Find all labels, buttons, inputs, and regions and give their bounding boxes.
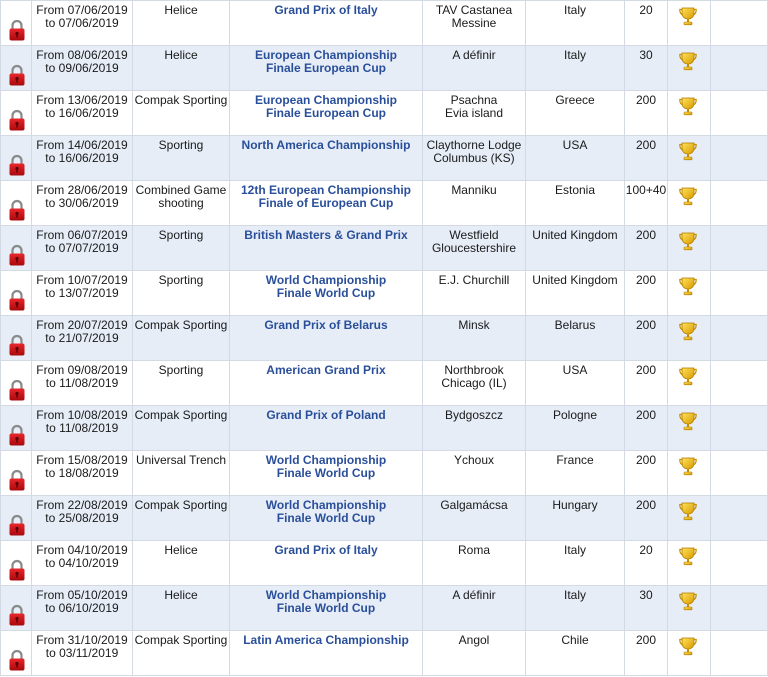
event-name-cell <box>230 586 423 631</box>
event-discipline: Universal Trench <box>135 453 227 467</box>
event-name-link[interactable]: 12th European Championship Finale of European Cup <box>240 183 411 210</box>
event-place: Manniku <box>451 183 497 197</box>
event-category: 200 <box>635 273 657 287</box>
place-cell <box>423 496 526 541</box>
event-name-cell <box>230 361 423 406</box>
table-row <box>1 586 768 631</box>
country-cell <box>526 136 625 181</box>
event-name-link[interactable]: World Championship Finale World Cup <box>265 498 387 525</box>
event-place: Angol <box>458 633 490 647</box>
event-name-cell <box>230 136 423 181</box>
event-category: 200 <box>635 453 657 467</box>
category-cell <box>625 91 668 136</box>
table-row <box>1 226 768 271</box>
event-place: Westfield Gloucestershire <box>431 228 517 255</box>
event-discipline: Helice <box>164 588 198 602</box>
event-discipline: Combined Game shooting <box>135 183 227 210</box>
category-cell <box>625 226 668 271</box>
event-discipline: Sporting <box>158 228 204 242</box>
event-discipline: Sporting <box>158 363 204 377</box>
event-name-link[interactable]: Grand Prix of Italy <box>274 3 378 17</box>
category-cell <box>625 361 668 406</box>
discipline-cell <box>133 586 230 631</box>
event-dates: From 28/06/2019 to 30/06/2019 <box>36 183 128 210</box>
event-name-link[interactable]: Latin America Championship <box>243 633 409 647</box>
event-dates: From 06/07/2019 to 07/07/2019 <box>36 228 128 255</box>
category-cell <box>625 541 668 586</box>
results-cell <box>668 316 711 361</box>
results-cell <box>668 451 711 496</box>
empty-cell <box>711 361 768 406</box>
empty-cell <box>711 226 768 271</box>
event-name-link[interactable]: Grand Prix of Belarus <box>264 318 388 332</box>
event-name-cell <box>230 1 423 46</box>
table-row <box>1 316 768 361</box>
country-cell <box>526 46 625 91</box>
empty-cell <box>711 46 768 91</box>
event-dates: From 10/07/2019 to 13/07/2019 <box>36 273 128 300</box>
table-row <box>1 496 768 541</box>
discipline-cell <box>133 631 230 676</box>
date-cell <box>32 361 133 406</box>
event-category: 200 <box>635 93 657 107</box>
event-category: 200 <box>635 633 657 647</box>
empty-cell <box>711 1 768 46</box>
event-place: Roma <box>457 543 490 557</box>
lock-cell <box>1 271 32 316</box>
event-dates: From 07/06/2019 to 07/06/2019 <box>36 3 128 30</box>
event-category: 200 <box>635 408 657 422</box>
results-cell <box>668 181 711 226</box>
country-cell <box>526 226 625 271</box>
lock-cell <box>1 496 32 541</box>
event-name-cell <box>230 91 423 136</box>
event-category: 20 <box>639 3 653 17</box>
place-cell <box>423 631 526 676</box>
lock-cell <box>1 406 32 451</box>
place-cell <box>423 46 526 91</box>
discipline-cell <box>133 496 230 541</box>
discipline-cell <box>133 541 230 586</box>
discipline-cell <box>133 361 230 406</box>
event-name-link[interactable]: Grand Prix of Poland <box>266 408 386 422</box>
event-country: United Kingdom <box>532 273 618 287</box>
event-country: France <box>556 453 594 467</box>
event-category: 200 <box>635 498 657 512</box>
event-name-cell <box>230 46 423 91</box>
event-category: 200 <box>635 363 657 377</box>
date-cell <box>32 406 133 451</box>
event-name-cell <box>230 316 423 361</box>
place-cell <box>423 541 526 586</box>
event-name-cell <box>230 271 423 316</box>
place-cell <box>423 91 526 136</box>
event-dates: From 05/10/2019 to 06/10/2019 <box>36 588 128 615</box>
event-category: 30 <box>639 588 653 602</box>
category-cell <box>625 451 668 496</box>
table-row <box>1 181 768 226</box>
event-discipline: Compak Sporting <box>134 408 228 422</box>
country-cell <box>526 586 625 631</box>
category-cell <box>625 181 668 226</box>
event-name-link[interactable]: British Masters & Grand Prix <box>244 228 408 242</box>
results-cell <box>668 226 711 271</box>
event-name-cell <box>230 226 423 271</box>
lock-cell <box>1 91 32 136</box>
discipline-cell <box>133 181 230 226</box>
event-name-link[interactable]: European Championship Finale European Cup <box>254 93 397 120</box>
results-cell <box>668 631 711 676</box>
lock-cell <box>1 181 32 226</box>
category-cell <box>625 1 668 46</box>
empty-cell <box>711 136 768 181</box>
empty-cell <box>711 631 768 676</box>
event-category: 20 <box>639 543 653 557</box>
place-cell <box>423 1 526 46</box>
event-country: Greece <box>555 93 595 107</box>
events-table-body <box>1 1 768 676</box>
event-dates: From 22/08/2019 to 25/08/2019 <box>36 498 128 525</box>
empty-cell <box>711 586 768 631</box>
event-dates: From 15/08/2019 to 18/08/2019 <box>36 453 128 480</box>
discipline-cell <box>133 1 230 46</box>
results-cell <box>668 1 711 46</box>
empty-cell <box>711 271 768 316</box>
results-cell <box>668 46 711 91</box>
event-place: Ychoux <box>453 453 495 467</box>
event-name-link[interactable]: World Championship Finale World Cup <box>265 273 387 300</box>
country-cell <box>526 406 625 451</box>
event-discipline: Compak Sporting <box>134 93 228 107</box>
discipline-cell <box>133 451 230 496</box>
event-name-cell <box>230 406 423 451</box>
event-country: Estonia <box>554 183 596 197</box>
lock-cell <box>1 316 32 361</box>
discipline-cell <box>133 271 230 316</box>
lock-cell <box>1 451 32 496</box>
event-country: USA <box>562 138 588 152</box>
date-cell <box>32 226 133 271</box>
event-dates: From 04/10/2019 to 04/10/2019 <box>36 543 128 570</box>
event-dates: From 20/07/2019 to 21/07/2019 <box>36 318 128 345</box>
empty-cell <box>711 541 768 586</box>
country-cell <box>526 271 625 316</box>
discipline-cell <box>133 226 230 271</box>
event-discipline: Helice <box>164 3 198 17</box>
discipline-cell <box>133 316 230 361</box>
results-cell <box>668 496 711 541</box>
empty-cell <box>711 496 768 541</box>
event-dates: From 14/06/2019 to 16/06/2019 <box>36 138 128 165</box>
event-name-link[interactable]: European Championship Finale European Cup <box>254 48 397 75</box>
category-cell <box>625 631 668 676</box>
place-cell <box>423 361 526 406</box>
table-row <box>1 631 768 676</box>
event-name-cell <box>230 181 423 226</box>
table-row <box>1 451 768 496</box>
event-dates: From 10/08/2019 to 11/08/2019 <box>36 408 128 435</box>
event-country: Italy <box>563 588 586 602</box>
event-country: Chile <box>561 633 589 647</box>
country-cell <box>526 361 625 406</box>
table-row <box>1 91 768 136</box>
event-dates: From 08/06/2019 to 09/06/2019 <box>36 48 128 75</box>
event-country: Italy <box>563 3 586 17</box>
event-name-cell <box>230 496 423 541</box>
place-cell <box>423 451 526 496</box>
event-place: Claythorne Lodge Columbus (KS) <box>426 138 522 165</box>
event-place: Psachna Evia island <box>444 93 504 120</box>
event-category: 200 <box>635 318 657 332</box>
event-country: Italy <box>563 48 586 62</box>
event-name-cell <box>230 451 423 496</box>
table-row <box>1 361 768 406</box>
category-cell <box>625 136 668 181</box>
country-cell <box>526 91 625 136</box>
date-cell <box>32 316 133 361</box>
results-cell <box>668 91 711 136</box>
event-discipline: Compak Sporting <box>134 318 228 332</box>
place-cell <box>423 226 526 271</box>
event-discipline: Sporting <box>158 138 204 152</box>
event-dates: From 13/06/2019 to 16/06/2019 <box>36 93 128 120</box>
date-cell <box>32 271 133 316</box>
discipline-cell <box>133 406 230 451</box>
event-name-cell <box>230 541 423 586</box>
results-cell <box>668 361 711 406</box>
date-cell <box>32 181 133 226</box>
date-cell <box>32 46 133 91</box>
category-cell <box>625 46 668 91</box>
discipline-cell <box>133 91 230 136</box>
empty-cell <box>711 451 768 496</box>
lock-cell <box>1 361 32 406</box>
place-cell <box>423 136 526 181</box>
event-place: E.J. Churchill <box>438 273 510 287</box>
date-cell <box>32 586 133 631</box>
lock-cell <box>1 1 32 46</box>
discipline-cell <box>133 46 230 91</box>
table-row <box>1 541 768 586</box>
date-cell <box>32 541 133 586</box>
event-place: TAV Castanea Messine <box>435 3 513 30</box>
category-cell <box>625 316 668 361</box>
table-row <box>1 46 768 91</box>
lock-cell <box>1 631 32 676</box>
event-country: USA <box>562 363 588 377</box>
event-place: Northbrook Chicago (IL) <box>441 363 507 390</box>
lock-cell <box>1 136 32 181</box>
event-dates: From 09/08/2019 to 11/08/2019 <box>36 363 128 390</box>
table-row <box>1 406 768 451</box>
event-place: A définir <box>452 588 496 602</box>
event-name-link[interactable]: World Championship Finale World Cup <box>265 588 387 615</box>
date-cell <box>32 1 133 46</box>
event-discipline: Compak Sporting <box>134 633 228 647</box>
event-name-cell <box>230 631 423 676</box>
event-country: Belarus <box>554 318 596 332</box>
empty-cell <box>711 181 768 226</box>
event-place: Bydgoszcz <box>444 408 504 422</box>
date-cell <box>32 451 133 496</box>
event-category: 200 <box>635 138 657 152</box>
lock-cell <box>1 586 32 631</box>
country-cell <box>526 181 625 226</box>
event-place: Galgamácsa <box>440 498 508 512</box>
event-country: Hungary <box>552 498 598 512</box>
place-cell <box>423 271 526 316</box>
event-discipline: Helice <box>164 48 198 62</box>
results-cell <box>668 586 711 631</box>
place-cell <box>423 586 526 631</box>
table-row <box>1 136 768 181</box>
place-cell <box>423 406 526 451</box>
results-cell <box>668 136 711 181</box>
results-cell <box>668 271 711 316</box>
lock-cell <box>1 541 32 586</box>
event-category: 100+40 <box>625 183 667 197</box>
category-cell <box>625 586 668 631</box>
date-cell <box>32 631 133 676</box>
country-cell <box>526 541 625 586</box>
event-category: 30 <box>639 48 653 62</box>
date-cell <box>32 496 133 541</box>
event-name-link[interactable]: American Grand Prix <box>266 363 386 377</box>
results-cell <box>668 541 711 586</box>
event-country: Italy <box>563 543 586 557</box>
event-country: United Kingdom <box>532 228 618 242</box>
table-row <box>1 1 768 46</box>
category-cell <box>625 496 668 541</box>
lock-cell <box>1 226 32 271</box>
discipline-cell <box>133 136 230 181</box>
empty-cell <box>711 316 768 361</box>
country-cell <box>526 631 625 676</box>
empty-cell <box>711 91 768 136</box>
results-cell <box>668 406 711 451</box>
date-cell <box>32 91 133 136</box>
category-cell <box>625 271 668 316</box>
country-cell <box>526 451 625 496</box>
category-cell <box>625 406 668 451</box>
event-name-link[interactable]: World Championship Finale World Cup <box>265 453 387 480</box>
event-place: Minsk <box>458 318 490 332</box>
country-cell <box>526 316 625 361</box>
country-cell <box>526 496 625 541</box>
place-cell <box>423 316 526 361</box>
event-category: 200 <box>635 228 657 242</box>
event-discipline: Helice <box>164 543 198 557</box>
country-cell <box>526 1 625 46</box>
event-name-link[interactable]: Grand Prix of Italy <box>274 543 378 557</box>
event-place: A définir <box>452 48 496 62</box>
table-row <box>1 271 768 316</box>
event-discipline: Sporting <box>158 273 204 287</box>
place-cell <box>423 181 526 226</box>
lock-cell <box>1 46 32 91</box>
empty-cell <box>711 406 768 451</box>
event-dates: From 31/10/2019 to 03/11/2019 <box>36 633 128 660</box>
event-name-link[interactable]: North America Championship <box>241 138 411 152</box>
event-discipline: Compak Sporting <box>134 498 228 512</box>
event-country: Pologne <box>552 408 598 422</box>
date-cell <box>32 136 133 181</box>
